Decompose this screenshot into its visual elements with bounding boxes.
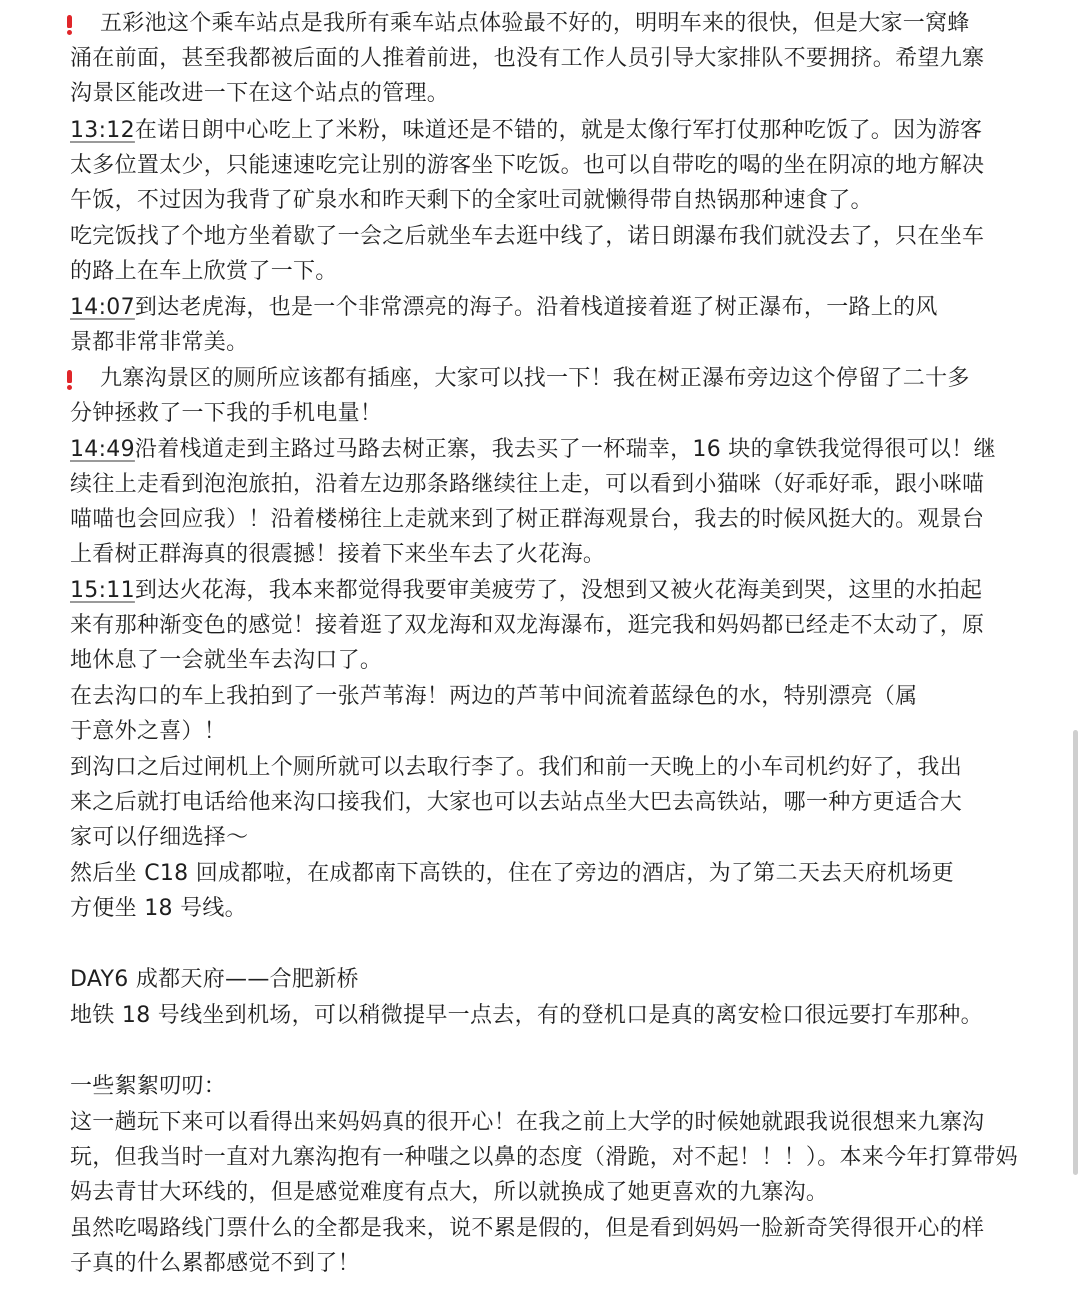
paragraph-line: 13:12在诺日朗中心吃上了米粉，味道还是不错的，就是太像行军打仗那种吃饭了。因为游客 bbox=[70, 118, 983, 143]
paragraph-line: 子真的什么累都感觉不到了！ bbox=[70, 1251, 360, 1276]
paragraph-line: 午饭，不过因为我背了矿泉水和昨天剩下的全家吐司就懒得带自热锅那种速食了。 bbox=[70, 188, 873, 213]
paragraph-line: 虽然吃喝路线门票什么的全都是我来，说不累是假的，但是看到妈妈一脸新奇笑得很开心的样 bbox=[70, 1216, 985, 1241]
paragraph-line: 家可以仔细选择～ bbox=[70, 825, 249, 850]
paragraph-line: 来之后就打电话给他来沟口接我们，大家也可以去站点坐大巴去高铁站，哪一种方更适合大 bbox=[70, 790, 963, 815]
paragraph-line: 于意外之喜）！ bbox=[70, 719, 227, 744]
paragraph-line: 沟景区能改进一下在这个站点的管理。 bbox=[70, 81, 450, 106]
paragraph-line: 地休息了一会就坐车去沟口了。 bbox=[70, 648, 383, 673]
paragraph-line: 妈去青甘大环线的，但是感觉难度有点大，所以就换成了她更喜欢的九寨沟。 bbox=[70, 1180, 829, 1205]
paragraph-line: 喵喵也会回应我）！沿着楼梯往上走就来到了树正群海观景台，我去的时候风挺大的。观景台 bbox=[70, 507, 985, 532]
paragraph-line: 来有那种渐变色的感觉！接着逛了双龙海和双龙海瀑布，逛完我和妈妈都已经走不太动了，原 bbox=[70, 613, 985, 638]
section-heading: 一些絮絮叨叨： bbox=[70, 1074, 227, 1099]
paragraph-line: 15:11到达火花海，我本来都觉得我要审美疲劳了，没想到又被火花海美到哭，这里的水拍起 bbox=[70, 578, 983, 603]
exclamation-icon bbox=[65, 15, 74, 35]
paragraph-line: 五彩池这个乘车站点是我所有乘车站点体验最不好的，明明车来的很快，但是大家一窝蜂 bbox=[70, 6, 970, 41]
paragraph-line: 吃完饭找了个地方坐着歇了一会之后就坐车去逛中线了，诺日朗瀑布我们就没去了，只在坐车 bbox=[70, 224, 985, 249]
timestamp: 14:07 bbox=[70, 295, 135, 320]
paragraph-line: 上看树正群海真的很震撼！接着下来坐车去了火花海。 bbox=[70, 542, 606, 567]
paragraph-line: 续往上走看到泡泡旅拍，沿着左边那条路继续往上走，可以看到小猫咪（好乖好乖，跟小咪喵 bbox=[70, 472, 985, 497]
paragraph-line: 在去沟口的车上我拍到了一张芦苇海！两边的芦苇中间流着蓝绿色的水，特别漂亮（属 bbox=[70, 684, 918, 709]
paragraph-line: 到沟口之后过闸机上个厕所就可以去取行李了。我们和前一天晚上的小车司机约好了，我出 bbox=[70, 755, 963, 780]
paragraph-line: 涌在前面，甚至我都被后面的人推着前进，也没有工作人员引导大家排队不要拥挤。希望九寨 bbox=[70, 46, 985, 71]
paragraph-line: 玩，但我当时一直对九寨沟抱有一种嗤之以鼻的态度（滑跪，对不起！！！）。本来今年打算带妈 bbox=[70, 1145, 1018, 1170]
vertical-scrollbar[interactable] bbox=[1073, 730, 1078, 1175]
paragraph-line: 太多位置太少，只能速速吃完让别的游客坐下吃饭。也可以自带吃的喝的坐在阴凉的地方解决 bbox=[70, 153, 985, 178]
section-heading: DAY6 成都天府——合肥新桥 bbox=[70, 967, 359, 992]
exclamation-icon bbox=[65, 370, 74, 390]
timestamp: 14:49 bbox=[70, 437, 135, 462]
paragraph-line: 方便坐 18 号线。 bbox=[70, 896, 247, 921]
timestamp: 15:11 bbox=[70, 578, 135, 603]
timestamp: 13:12 bbox=[70, 118, 135, 143]
paragraph-line: 分钟拯救了一下我的手机电量！ bbox=[70, 401, 383, 426]
paragraph-line: 九寨沟景区的厕所应该都有插座，大家可以找一下！我在树正瀑布旁边这个停留了二十多 bbox=[70, 361, 970, 396]
paragraph-line: 景都非常非常美。 bbox=[70, 330, 249, 355]
paragraph-line: 然后坐 C18 回成都啦，在成都南下高铁的，住在了旁边的酒店，为了第二天去天府机场更 bbox=[70, 861, 954, 886]
paragraph-line: 的路上在车上欣赏了一下。 bbox=[70, 259, 338, 284]
paragraph-line: 14:07到达老虎海，也是一个非常漂亮的海子。沿着栈道接着逛了树正瀑布，一路上的风 bbox=[70, 295, 938, 320]
paragraph-line: 地铁 18 号线坐到机场，可以稍微提早一点去，有的登机口是真的离安检口很远要打车那种。 bbox=[70, 1003, 983, 1028]
paragraph-line: 这一趟玩下来可以看得出来妈妈真的很开心！在我之前上大学的时候她就跟我说很想来九寨沟 bbox=[70, 1110, 985, 1135]
paragraph-line: 14:49沿着栈道走到主路过马路去树正寨，我去买了一杯瑞幸，16 块的拿铁我觉得很可以！继 bbox=[70, 437, 996, 462]
